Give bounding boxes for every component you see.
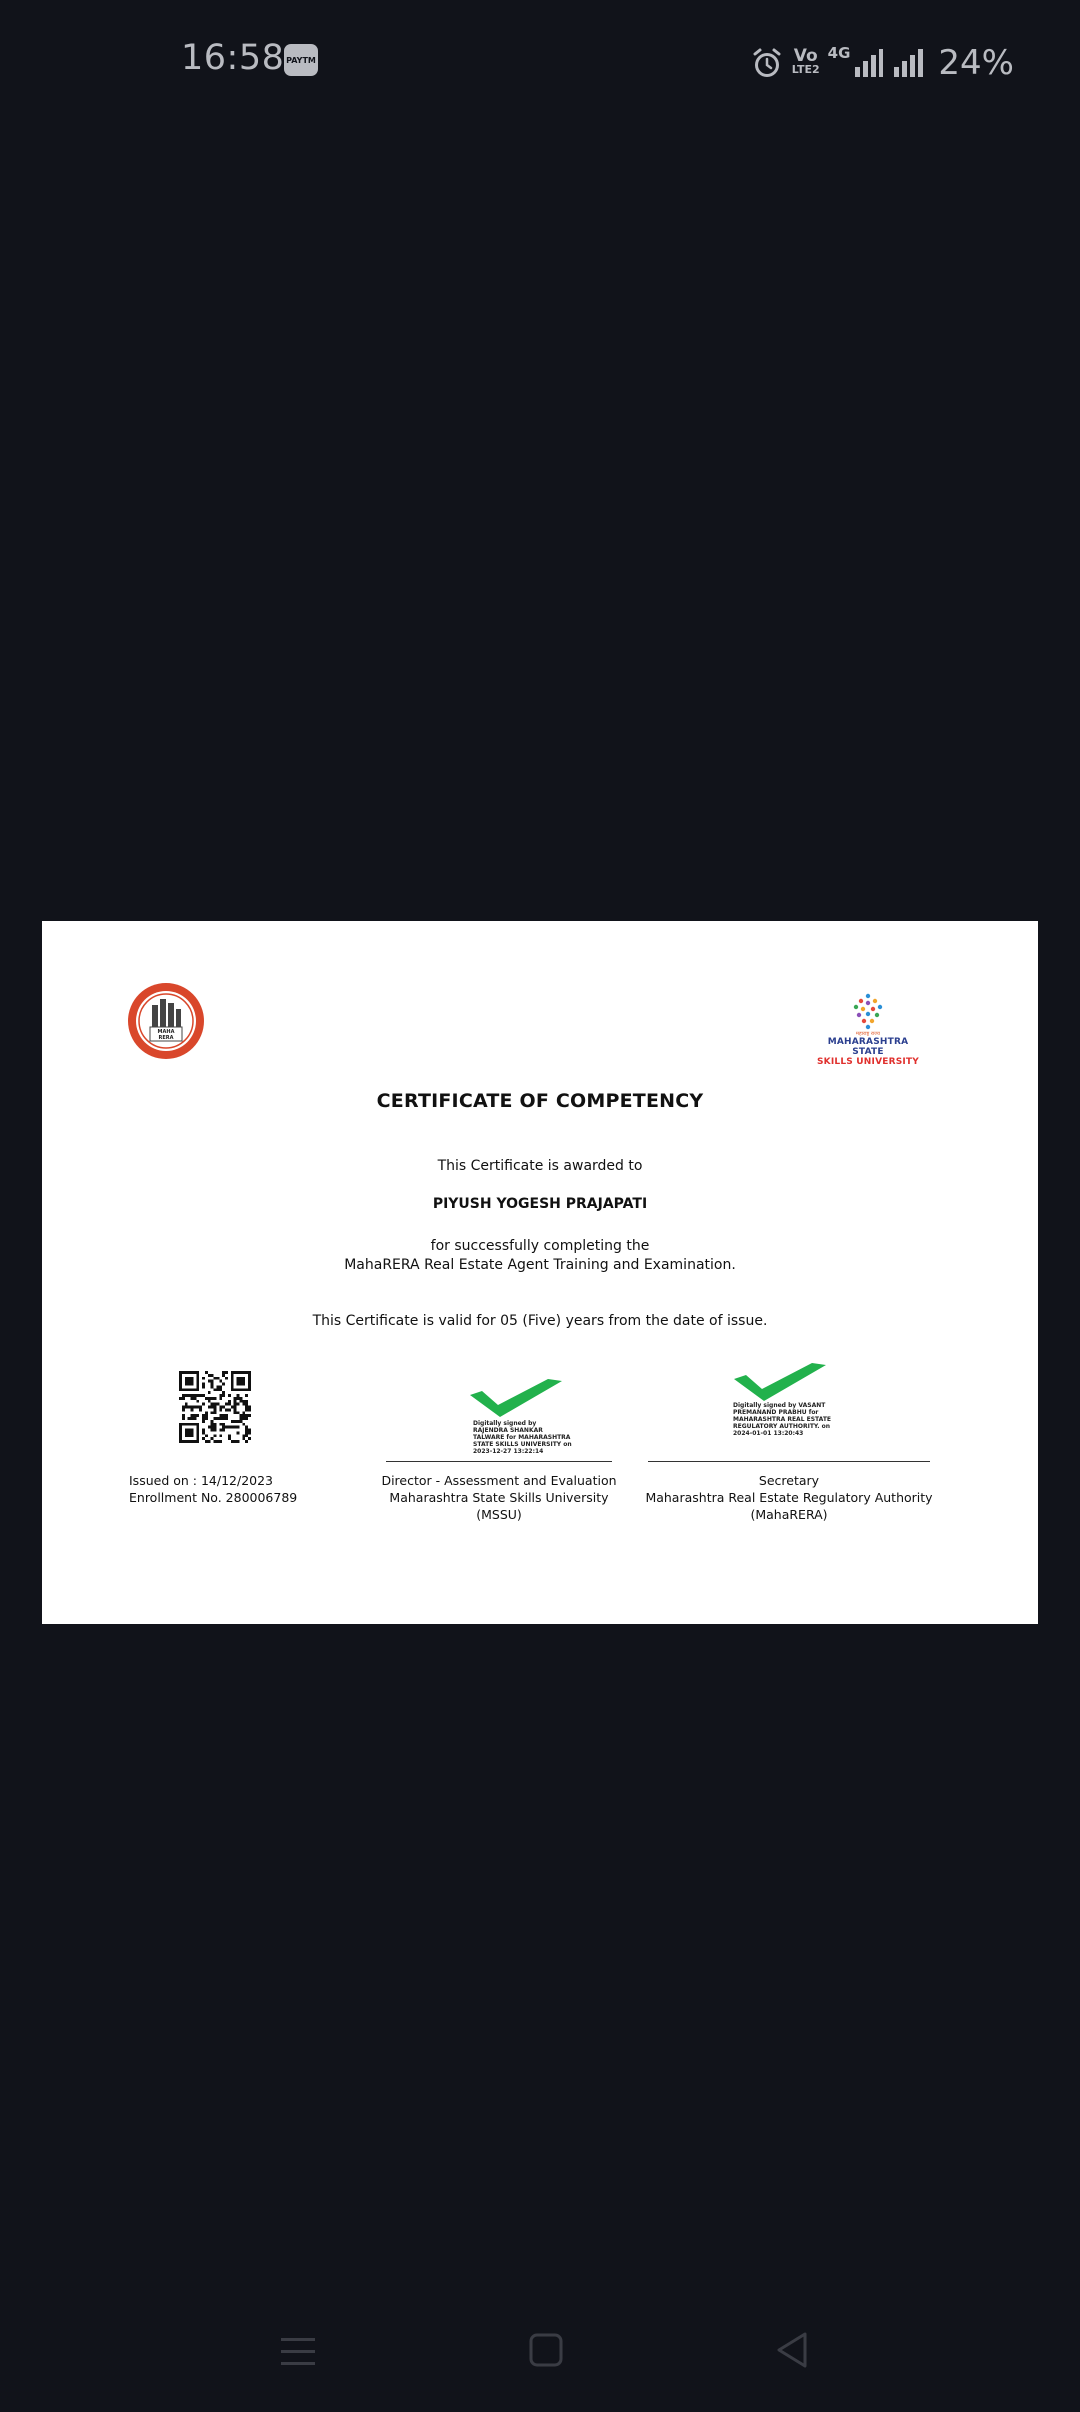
mssu-logo xyxy=(816,993,920,1067)
signatory-1 xyxy=(372,1472,626,1523)
signature-2-text: Digitally signed by VASANT PREMANAND PRABHU for MAHARASHTRA REAL ESTATE REGULATORY AUTHORITY. on 2024-01-01 13:20:43 xyxy=(733,1402,832,1437)
battery-level: 24% xyxy=(938,43,1014,83)
network-type: 4G xyxy=(827,44,851,62)
certificate-title: CERTIFICATE OF COMPETENCY xyxy=(376,1090,704,1112)
maharera-logo xyxy=(126,981,206,1061)
mssu-logo-line2: SKILLS UNIVERSITY xyxy=(816,1057,919,1067)
qr-code xyxy=(179,1371,251,1443)
signal-strength-icon-sim1 xyxy=(854,47,884,79)
signal-strength-icon-sim2 xyxy=(892,47,926,79)
recipient-name: PIYUSH YOGESH PRAJAPATI xyxy=(432,1196,648,1212)
completion-line-1: for successfully completing the xyxy=(430,1238,650,1254)
completion-line-2: MahaRERA Real Estate Agent Training and Examination. xyxy=(344,1257,736,1273)
navigation-bar xyxy=(0,2310,1080,2400)
issued-on: Issued on : 14/12/2023 xyxy=(129,1473,274,1488)
signatory-2 xyxy=(638,1472,940,1523)
enrollment-number: Enrollment No. 280006789 xyxy=(129,1490,298,1505)
signatory-1-role: Director - Assessment and Evaluation xyxy=(381,1473,617,1488)
back-icon[interactable] xyxy=(774,2330,810,2370)
status-time: 16:58 xyxy=(181,38,285,78)
mssu-logo-tag: महाराष्ट्र राज्य xyxy=(856,1031,880,1037)
volte-icon xyxy=(791,46,820,77)
volte-top: Vo xyxy=(793,46,818,66)
certificate-image[interactable] xyxy=(42,921,1038,1624)
paytm-notification-icon: PAYTM xyxy=(284,44,318,76)
status-indicators xyxy=(750,38,1014,88)
signature-1-text: Digitally signed by RAJENDRA SHANKAR TALWARE for MAHARASHTRA STATE SKILLS UNIVERSITY on 2023-12-27 13:22:14 xyxy=(473,1420,572,1455)
checkmark-icon xyxy=(732,1361,828,1403)
checkmark-icon xyxy=(468,1377,564,1419)
signatory-2-org-short: (MahaRERA) xyxy=(750,1507,828,1522)
svg-text:MAHA: MAHA xyxy=(157,1029,175,1035)
mssu-logo-line1: MAHARASHTRA STATE xyxy=(827,1037,909,1057)
recent-apps-icon[interactable] xyxy=(278,2332,318,2372)
issue-details xyxy=(129,1472,297,1506)
validity-line: This Certificate is valid for 05 (Five) years from the date of issue. xyxy=(312,1313,768,1329)
signature-line-1 xyxy=(386,1461,612,1462)
signatory-1-org: Maharashtra State Skills University xyxy=(389,1490,609,1505)
signatory-1-org-short: (MSSU) xyxy=(476,1507,522,1522)
digital-signature-1 xyxy=(468,1377,578,1457)
svg-text:RERA: RERA xyxy=(158,1035,174,1041)
volte-bottom: LTE2 xyxy=(791,63,820,76)
home-icon[interactable] xyxy=(528,2332,564,2368)
digital-signature-2 xyxy=(732,1361,842,1461)
signatory-2-org: Maharashtra Real Estate Regulatory Authority xyxy=(645,1490,933,1505)
status-bar xyxy=(0,0,1080,128)
alarm-icon xyxy=(750,46,784,80)
signature-line-2 xyxy=(648,1461,930,1462)
mssu-emblem-icon xyxy=(851,993,885,1031)
awarded-line: This Certificate is awarded to xyxy=(437,1158,643,1174)
signatory-2-role: Secretary xyxy=(758,1473,820,1488)
